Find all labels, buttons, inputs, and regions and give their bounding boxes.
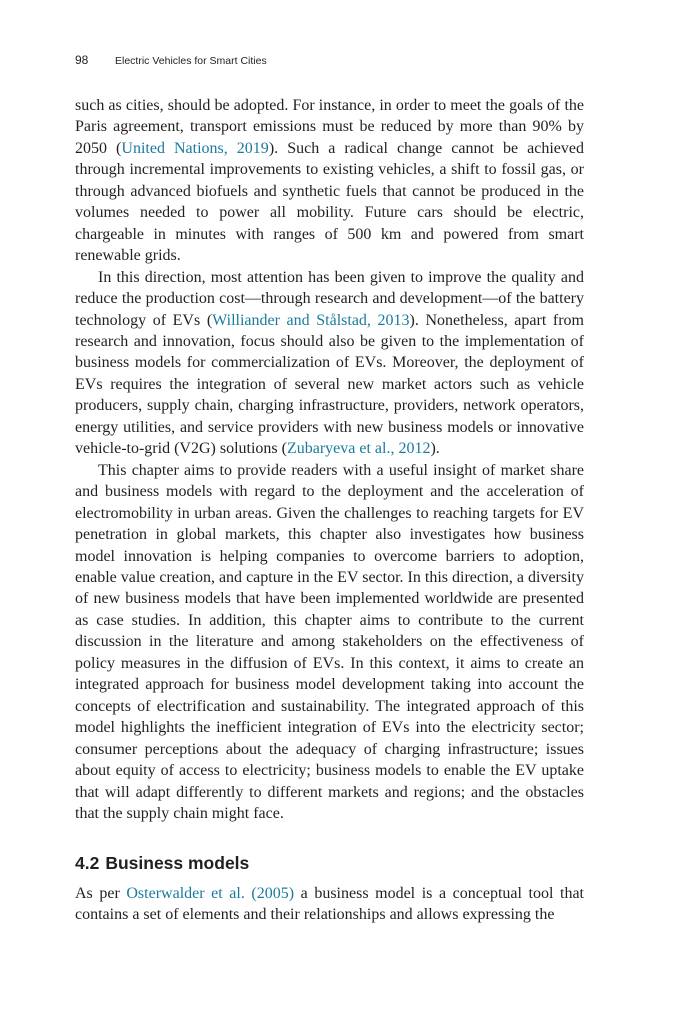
text-run: such as cities, should be adopted. For instance, in order to meet the goals of the Paris agreement, transport emissions must be reduced by more than 90% by 2050 ( [75, 97, 584, 157]
paragraph-3 [75, 460, 584, 825]
paragraph-1 [75, 95, 584, 267]
section-heading [75, 851, 249, 875]
text-run: As per [75, 885, 127, 902]
section-title: Business models [105, 853, 250, 873]
text-run: ). Such a radical change cannot be achieved through incremental improvements to existing vehicles, a shift to fossil gas, or through advanced biofuels and synthetic fuels that cannot be produced in the volumes needed to power all mobility. Future cars should be electric, chargeable in minutes with ranges of 500 km and powered from smart renewable grids. [75, 139, 585, 265]
section-number: 4.2 [75, 853, 100, 873]
text-run: a business model is a conceptual tool that contains a set of elements and their relationships and allows expressing the [75, 885, 584, 924]
page-number: 98 [75, 53, 89, 67]
body-text [75, 95, 584, 824]
citation-link[interactable]: Williander and Stålstad, 2013 [212, 311, 410, 329]
running-title: Electric Vehicles for Smart Cities [115, 55, 267, 67]
text-run: This chapter aims to provide readers with a useful insight of market share and business models with regard to the deployment and the acceleration of electromobility in urban areas. Given the challenges to reaching targets for EV penetration in global markets, this chapter also investigates how business model innovation is helping companies to overcome barriers to adoption, enable value creation, and capture in the EV sector. In this direction, a diversity of new business models that have been implemented worldwide are presented as case studies. In addition, this chapter aims to contribute to the current discussion in the literature and among stakeholders on the effectiveness of policy measures in the diffusion of EVs. In this context, it aims to create an integrated approach for business model development taking into account the concepts of electrification and sustainability. The integrated approach of this model highlights the inefficient integration of EVs into the electricity sector; consumer perceptions about the adequacy of charging infrastructure; issues about equity of access to electricity; business models to enable the EV uptake that will adapt differently to different markets and regions; and the obstacles that the supply chain might face. [75, 461, 584, 822]
text-run: In this direction, most attention has been given to improve the quality and reduce the production cost—through research and development—of the battery technology of EVs ( [75, 268, 584, 329]
citation-link[interactable]: Osterwalder et al. (2005) [126, 885, 295, 902]
paragraph-2 [75, 267, 584, 460]
text-run: ). [430, 440, 440, 458]
citation-link[interactable]: Zubaryeva et al., 2012 [286, 440, 431, 458]
section-text [75, 883, 584, 926]
text-run: ). Nonetheless, apart from research and innovation, focus should also be given to the implementation of business models for commercialization of EVs. Moreover, the deployment of EVs requires the integration of several new market actors such as vehicle producers, supply chain, charging infrastructure, providers, network operators, energy utilities, and service providers with new business models or innovative vehicle-to-grid (V2G) solutions ( [75, 311, 585, 458]
citation-link[interactable]: United Nations, 2019 [121, 139, 269, 157]
running-head [75, 52, 267, 68]
section-paragraph [75, 883, 584, 926]
